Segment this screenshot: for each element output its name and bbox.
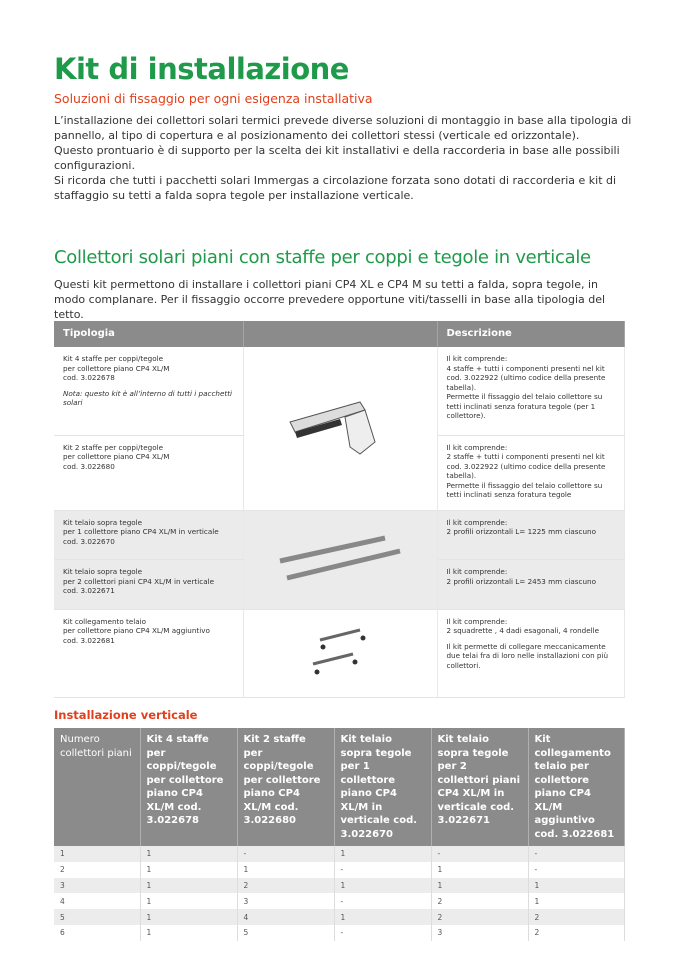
table-cell: 1 [431, 878, 528, 894]
kit-type-cell [54, 609, 243, 697]
table-cell: 2 [237, 878, 334, 894]
kit-description-cell [437, 510, 624, 560]
table-cell: 1 [140, 893, 237, 909]
kit-type [63, 567, 234, 596]
table-cell: - [334, 862, 431, 878]
table-row [54, 347, 624, 435]
table-cell: 1 [140, 862, 237, 878]
intro-p1: L’installazione dei collettori solari termici prevede diverse soluzioni di montaggio in base alla tipologia di pannello, al tipo di copertura e al posizionamento dei collettori stessi (verticale ed orizzontale). [54, 114, 632, 142]
table-cell: 5 [54, 909, 140, 925]
table-row [54, 846, 624, 862]
desc-line: Il kit comprende: [446, 517, 508, 527]
kit-note: Nota: questo kit è all’interno di tutti i pacchetti solari [63, 388, 233, 407]
table-row [54, 510, 624, 560]
table-cell: - [334, 925, 431, 941]
kit-type-cell [54, 435, 243, 510]
kit-type-line: Kit collegamento telaio [63, 616, 147, 626]
kit-type-line: Kit 4 staffe per coppi/tegole [63, 354, 164, 363]
kit-type-cell [54, 347, 243, 435]
intro-p2: Questo prontuario è di supporto per la scelta dei kit installativi e della raccorderia in base alle possibili configurazioni. [54, 144, 620, 172]
table-row [54, 925, 624, 941]
column-header: Kit telaio sopra tegole per 2 collettori piani CP4 XL/M in verticale cod. 3.022671 [431, 728, 528, 846]
rails-image [243, 510, 437, 609]
table-cell: 1 [431, 862, 528, 878]
table-cell: 2 [528, 909, 624, 925]
desc-line: Il kit comprende: [446, 567, 508, 576]
table-cell: 2 [431, 893, 528, 909]
kit-type-line: per collettore piano CP4 XL/M [63, 452, 170, 461]
column-header: Kit collegamento telaio per collettore piano CP4 XL/M aggiuntivo cod. 3.022681 [528, 728, 624, 846]
column-header: Kit telaio sopra tegole per 1 collettore piano CP4 XL/M in verticale cod. 3.022670 [334, 728, 431, 846]
kit-type-cell [54, 560, 243, 610]
kit-type-line: cod. 3.022671 [63, 586, 115, 595]
table-row [54, 893, 624, 909]
desc-line: Il kit comprende: [446, 442, 508, 452]
table-cell: 1 [140, 925, 237, 941]
table-cell: 1 [334, 846, 431, 862]
kit-type-line: cod. 3.022681 [63, 635, 115, 645]
intro-text [54, 113, 634, 203]
kit-type-line: per collettore piano CP4 XL/M aggiuntivo [63, 626, 210, 635]
vertical-table [54, 728, 625, 941]
desc-line: 2 profili orizzontali L= 2453 mm ciascuno [446, 576, 597, 586]
connector-image [243, 609, 437, 697]
table-cell: 1 [54, 846, 140, 862]
kit-table [54, 321, 625, 698]
table-cell: 5 [237, 925, 334, 941]
desc-line: Permette il fissaggio del telaio collettore su tetti inclinati senza foratura tegole [446, 480, 603, 499]
table-cell: 1 [140, 909, 237, 925]
table-cell: 2 [431, 909, 528, 925]
table-row [54, 909, 624, 925]
table-cell: - [528, 846, 624, 862]
desc-block [447, 617, 615, 636]
table-cell: 1 [334, 909, 431, 925]
header-image [243, 321, 437, 347]
table-cell: 2 [54, 862, 140, 878]
table-cell: - [528, 862, 624, 878]
desc-line: 2 profili orizzontali L= 1225 mm ciascuno [446, 527, 597, 536]
kit-type-line: cod. 3.022670 [63, 536, 115, 546]
table-cell: 1 [334, 878, 431, 894]
table-cell: 1 [140, 878, 237, 894]
table-cell: 1 [237, 862, 334, 878]
table-cell: 6 [54, 925, 140, 941]
desc-line: 4 staffe + tutti i componenti presenti nel kit cod. 3.022922 (ultimo codice della presente tabella). [446, 363, 606, 392]
desc-line: 2 squadrette , 4 dadi esagonali, 4 rondelle [446, 626, 600, 635]
table-cell: - [431, 846, 528, 862]
kit-type-line: per 2 collettori piani CP4 XL/M in verticale [63, 576, 215, 586]
table-cell: 3 [54, 878, 140, 894]
kit-type-line: cod. 3.022680 [63, 461, 115, 471]
bracket-image [243, 347, 437, 510]
table-cell: 1 [528, 878, 624, 894]
page-subtitle: Soluzioni di fissaggio per ogni esigenza installativa [54, 91, 373, 106]
table-row [54, 878, 624, 894]
section-text: Questi kit permettono di installare i collettori piani CP4 XL e CP4 M su tetti a falda, sopra tegole, in modo complanare. Per il fissaggio occorre prevedere opportune viti/tasselli in base alla tipologia del tetto. [54, 278, 606, 321]
table-cell: 2 [528, 925, 624, 941]
table-cell: - [334, 893, 431, 909]
kit-description-cell [437, 347, 624, 435]
column-header: Numero collettori piani [54, 728, 140, 846]
column-header: Kit 2 staffe per coppi/tegole per collettore piano CP4 XL/M cod. 3.022680 [237, 728, 334, 846]
kit-type-line: per 1 collettore piano CP4 XL/M in verticale [63, 527, 219, 536]
table-cell: 1 [528, 893, 624, 909]
kit-type-line: Kit telaio sopra tegole [63, 517, 143, 527]
table-cell: 4 [237, 909, 334, 925]
kit-type-cell [54, 510, 243, 560]
section-title: Collettori solari piani con staffe per coppi e tegole in verticale [54, 247, 591, 268]
kit-type-line: Kit telaio sopra tegole [63, 567, 143, 576]
vertical-title: Installazione verticale [54, 708, 198, 722]
table-cell: 3 [237, 893, 334, 909]
kit-type [63, 617, 234, 646]
kit-type [63, 354, 234, 383]
kit-description-cell [437, 435, 624, 510]
kit-type-line: Kit 2 staffe per coppi/tegole [63, 442, 164, 452]
kit-description-cell [437, 560, 624, 610]
desc-line: Il kit comprende: [446, 616, 508, 626]
table-row [54, 609, 624, 697]
desc-line: Il kit permette di collegare meccanicamente due telai fra di loro nelle installazioni con più collettori. [446, 641, 609, 670]
kit-type [63, 443, 234, 472]
header-tipologia: Tipologia [54, 321, 243, 347]
table-cell: 4 [54, 893, 140, 909]
table-cell: - [237, 846, 334, 862]
desc-line: Permette il fissaggio del telaio collettore su tetti inclinati senza foratura tegole (per 1 collettore). [446, 392, 603, 420]
kit-type-line: cod. 3.022678 [63, 373, 115, 382]
intro-p3: Si ricorda che tutti i pacchetti solari Immergas a circolazione forzata sono dotati di raccorderia e kit di staffaggio su tetti a falda sopra tegole per installazione verticale. [54, 174, 617, 202]
kit-type-line: per collettore piano CP4 XL/M [63, 363, 170, 373]
header-descrizione: Descrizione [437, 321, 624, 347]
desc-line: 2 staffe + tutti i componenti presenti nel kit cod. 3.022922 (ultimo codice della presente tabella). [446, 452, 606, 480]
kit-type [63, 518, 234, 547]
kit-description-cell [437, 609, 624, 697]
column-header: Kit 4 staffe per coppi/tegole per collettore piano CP4 XL/M cod. 3.022678 [140, 728, 237, 846]
table-row [54, 862, 624, 878]
table-cell: 1 [140, 846, 237, 862]
desc-line: Il kit comprende: [446, 354, 508, 363]
table-cell: 3 [431, 925, 528, 941]
page-title: Kit di installazione [54, 52, 349, 86]
